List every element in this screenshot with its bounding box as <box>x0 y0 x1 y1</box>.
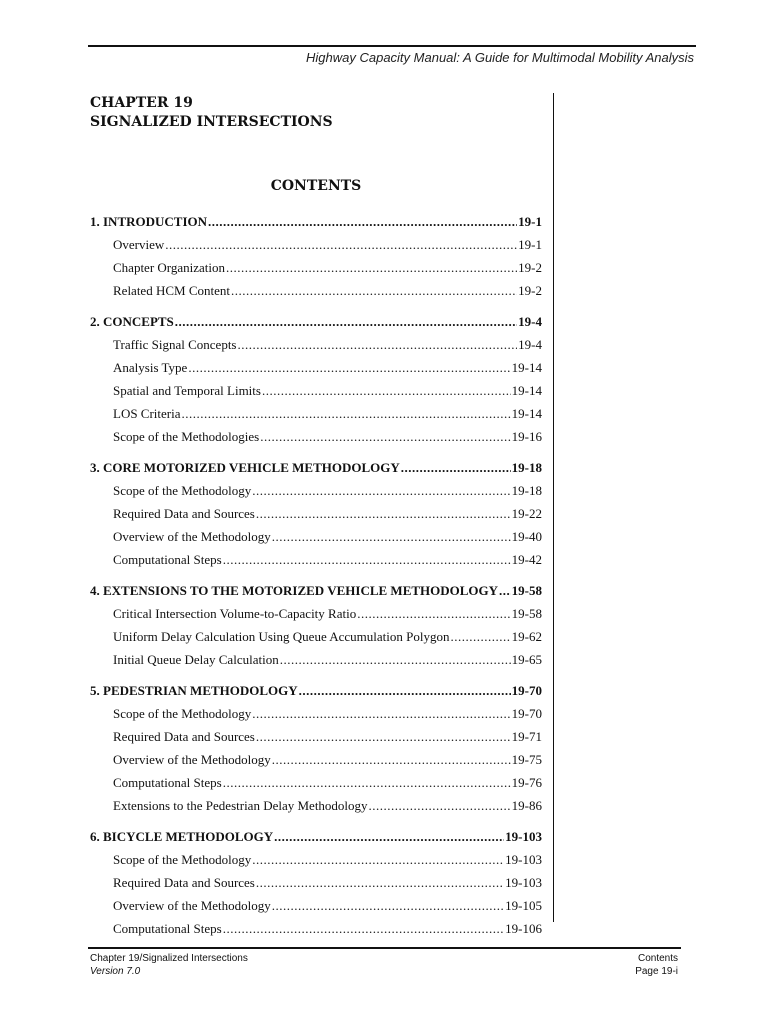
toc-entry-page: 19-62 <box>511 629 542 644</box>
toc-subentry[interactable] <box>90 356 542 379</box>
toc-entry-page: 19-14 <box>511 383 542 398</box>
toc-subentry[interactable] <box>90 379 542 402</box>
toc-entry-page: 19-105 <box>505 898 542 913</box>
toc-entry-page: 19-2 <box>518 260 542 275</box>
toc-section <box>90 825 542 940</box>
toc-entry-label: Scope of the Methodologies <box>113 429 260 444</box>
header-rule <box>88 45 696 47</box>
toc-section <box>90 579 542 671</box>
toc-entry-label: Computational Steps <box>113 921 222 936</box>
toc-entry-page: 19-70 <box>511 683 542 698</box>
dot-leader <box>223 771 511 794</box>
dot-leader <box>256 502 511 525</box>
toc-entry-page: 19-58 <box>511 583 542 598</box>
toc-entry-label: Extensions to the Pedestrian Delay Methodology <box>113 798 368 813</box>
dot-leader <box>272 525 511 548</box>
dot-leader <box>499 579 511 602</box>
toc-subentry[interactable] <box>90 794 542 817</box>
toc-entry-label: Required Data and Sources <box>113 875 255 890</box>
toc-entry-label: Traffic Signal Concepts <box>113 337 237 352</box>
footer-rule <box>88 947 681 949</box>
toc-entry-label: Initial Queue Delay Calculation <box>113 652 279 667</box>
toc-subentry[interactable] <box>90 848 542 871</box>
dot-leader <box>252 702 510 725</box>
toc-entry-page: 19-18 <box>511 483 542 498</box>
toc-subentry[interactable] <box>90 502 542 525</box>
toc-entry-label: 4. EXTENSIONS TO THE MOTORIZED VEHICLE METHODOLOGY <box>90 583 499 598</box>
dot-leader <box>252 848 504 871</box>
toc-entry-page: 19-106 <box>505 921 542 936</box>
toc-section-entry[interactable] <box>90 579 542 602</box>
toc-entry-label: Critical Intersection Volume-to-Capacity Ratio <box>113 606 357 621</box>
dot-leader <box>223 917 504 940</box>
toc-entry-label: Required Data and Sources <box>113 729 255 744</box>
toc-entry-page: 19-22 <box>511 506 542 521</box>
toc-section-entry[interactable] <box>90 825 542 848</box>
toc-subentry[interactable] <box>90 402 542 425</box>
toc-subentry[interactable] <box>90 702 542 725</box>
toc-subentry[interactable] <box>90 648 542 671</box>
toc-entry-label: Scope of the Methodology <box>113 706 252 721</box>
dot-leader <box>208 210 517 233</box>
dot-leader <box>274 825 504 848</box>
toc-entry-page: 19-1 <box>518 214 542 229</box>
table-of-contents <box>90 210 542 948</box>
toc-subentry[interactable] <box>90 525 542 548</box>
toc-entry-label: Scope of the Methodology <box>113 483 252 498</box>
dot-leader <box>299 679 511 702</box>
toc-entry-page: 19-16 <box>511 429 542 444</box>
toc-entry-page: 19-70 <box>511 706 542 721</box>
footer-section: Contents <box>637 953 678 964</box>
dot-leader <box>272 748 511 771</box>
dot-leader <box>238 333 518 356</box>
toc-entry-page: 19-76 <box>511 775 542 790</box>
chapter-number: CHAPTER 19 <box>90 95 193 111</box>
toc-entry-label: Chapter Organization <box>113 260 226 275</box>
toc-entry-label: 3. CORE MOTORIZED VEHICLE METHODOLOGY <box>90 460 400 475</box>
contents-title: CONTENTS <box>270 178 362 194</box>
dot-leader <box>401 456 511 479</box>
toc-entry-label: Related HCM Content <box>113 283 230 298</box>
toc-entry-page: 19-58 <box>511 606 542 621</box>
toc-section-entry[interactable] <box>90 210 542 233</box>
dot-leader <box>280 648 511 671</box>
toc-entry-page: 19-42 <box>511 552 542 567</box>
toc-section <box>90 679 542 817</box>
toc-entry-label: Overview of the Methodology <box>113 898 271 913</box>
toc-entry-page: 19-4 <box>518 337 542 352</box>
toc-entry-page: 19-75 <box>511 752 542 767</box>
toc-entry-page: 19-40 <box>511 529 542 544</box>
toc-entry-label: Spatial and Temporal Limits <box>113 383 261 398</box>
dot-leader <box>357 602 510 625</box>
footer-left <box>90 952 248 978</box>
toc-subentry[interactable] <box>90 917 542 940</box>
dot-leader <box>175 310 517 333</box>
chapter-heading <box>90 94 333 132</box>
toc-entry-label: Uniform Delay Calculation Using Queue Accumulation Polygon <box>113 629 450 644</box>
toc-entry-label: Overview <box>113 237 165 252</box>
toc-entry-page: 19-14 <box>511 406 542 421</box>
toc-subentry[interactable] <box>90 625 542 648</box>
dot-leader <box>262 379 511 402</box>
toc-entry-page: 19-18 <box>511 460 542 475</box>
dot-leader <box>260 425 510 448</box>
toc-entry-page: 19-65 <box>511 652 542 667</box>
dot-leader <box>451 625 511 648</box>
toc-subentry[interactable] <box>90 871 542 894</box>
dot-leader <box>252 479 510 502</box>
toc-entry-label: Overview of the Methodology <box>113 529 271 544</box>
toc-section <box>90 456 542 571</box>
toc-entry-label: Computational Steps <box>113 775 222 790</box>
dot-leader <box>226 256 517 279</box>
toc-subentry[interactable] <box>90 548 542 571</box>
toc-entry-label: 1. INTRODUCTION <box>90 214 208 229</box>
toc-entry-label: Overview of the Methodology <box>113 752 271 767</box>
toc-entry-label: 5. PEDESTRIAN METHODOLOGY <box>90 683 298 698</box>
chapter-title: SIGNALIZED INTERSECTIONS <box>90 114 333 130</box>
toc-entry-page: 19-1 <box>518 237 542 252</box>
dot-leader <box>256 725 511 748</box>
toc-entry-page: 19-86 <box>511 798 542 813</box>
toc-subentry[interactable] <box>90 602 542 625</box>
dot-leader <box>223 548 511 571</box>
toc-subentry[interactable] <box>90 425 542 448</box>
toc-entry-page: 19-103 <box>505 875 542 890</box>
margin-rule <box>553 93 554 922</box>
toc-entry-label: 6. BICYCLE METHODOLOGY <box>90 829 274 844</box>
dot-leader <box>256 871 504 894</box>
toc-entry-page: 19-103 <box>505 852 542 867</box>
footer-version: Version 7.0 <box>90 966 141 977</box>
toc-subentry[interactable] <box>90 279 542 302</box>
toc-entry-label: Computational Steps <box>113 552 222 567</box>
toc-subentry[interactable] <box>90 333 542 356</box>
footer-page-number: Page 19-i <box>635 966 678 977</box>
running-title: Highway Capacity Manual: A Guide for Multimodal Mobility Analysis <box>306 50 694 65</box>
footer-chapter: Chapter 19/Signalized Intersections <box>90 953 248 964</box>
toc-section-entry[interactable] <box>90 679 542 702</box>
toc-subentry[interactable] <box>90 233 542 256</box>
dot-leader <box>182 402 511 425</box>
toc-subentry[interactable] <box>90 894 542 917</box>
toc-section-entry[interactable] <box>90 310 542 333</box>
dot-leader <box>272 894 504 917</box>
toc-entry-label: Analysis Type <box>113 360 188 375</box>
dot-leader <box>165 233 517 256</box>
toc-section <box>90 310 542 448</box>
toc-entry-page: 19-14 <box>511 360 542 375</box>
toc-subentry[interactable] <box>90 771 542 794</box>
dot-leader <box>188 356 510 379</box>
toc-section <box>90 210 542 302</box>
toc-entry-label: Required Data and Sources <box>113 506 255 521</box>
dot-leader <box>231 279 517 302</box>
toc-entry-label: 2. CONCEPTS <box>90 314 174 329</box>
toc-section-entry[interactable] <box>90 456 542 479</box>
toc-subentry[interactable] <box>90 479 542 502</box>
toc-subentry[interactable] <box>90 725 542 748</box>
dot-leader <box>369 794 511 817</box>
footer-right <box>635 952 678 978</box>
toc-entry-label: LOS Criteria <box>113 406 181 421</box>
toc-entry-page: 19-71 <box>511 729 542 744</box>
toc-entry-page: 19-103 <box>505 829 542 844</box>
toc-entry-page: 19-2 <box>518 283 542 298</box>
toc-entry-page: 19-4 <box>518 314 542 329</box>
toc-subentry[interactable] <box>90 748 542 771</box>
toc-entry-label: Scope of the Methodology <box>113 852 252 867</box>
toc-subentry[interactable] <box>90 256 542 279</box>
